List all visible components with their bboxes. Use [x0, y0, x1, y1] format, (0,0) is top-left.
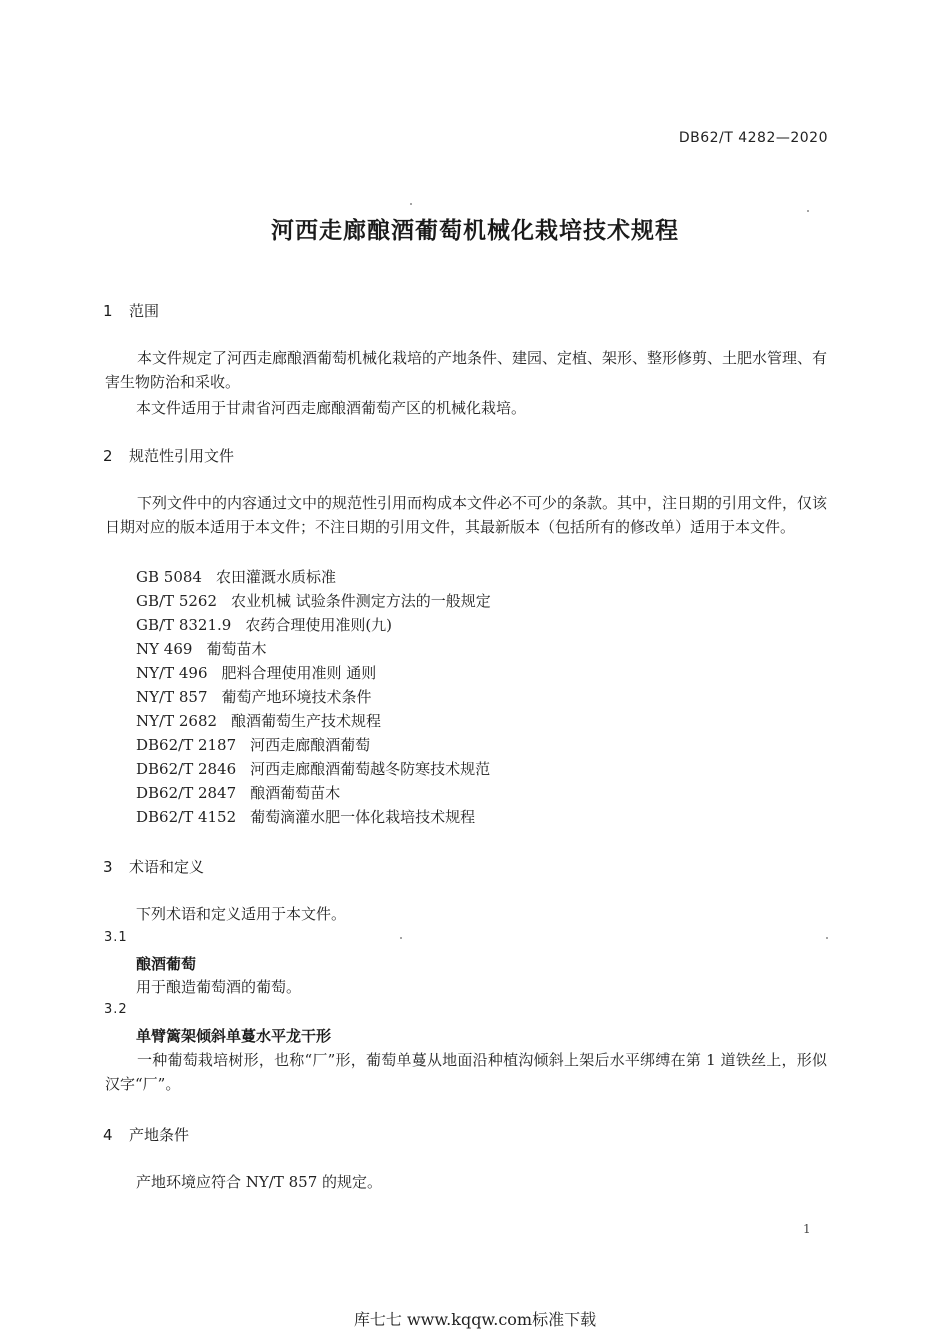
scan-speck [410, 203, 412, 205]
reference-title: 酿酒葡萄生产技术规程 [231, 712, 382, 730]
term-name: 酿酒葡萄 [136, 955, 197, 973]
section-number: 2 [103, 447, 113, 465]
reference-code: NY/T 2682 [136, 712, 218, 730]
reference-code: DB62/T 2187 [136, 736, 237, 754]
reference-title: 河西走廊酿酒葡萄越冬防寒技术规范 [250, 760, 491, 778]
section-4-heading [103, 1124, 189, 1145]
reference-code: NY 469 [136, 640, 193, 658]
origin-condition-text: 产地环境应符合 NY/T 857 的规定。 [136, 1173, 383, 1191]
page-number: 1 [803, 1222, 811, 1236]
section-1-heading [103, 300, 159, 321]
reference-item [136, 710, 381, 731]
scan-speck [807, 210, 809, 212]
reference-code: GB 5084 [136, 568, 202, 586]
section-title: 术语和定义 [129, 858, 205, 876]
section-number: 4 [103, 1126, 113, 1144]
reference-item [136, 686, 372, 707]
term-number: 3.1 [104, 930, 128, 945]
reference-code: GB/T 5262 [136, 592, 218, 610]
term-name: 单臂篱架倾斜单蔓水平龙干形 [136, 1027, 332, 1045]
reference-title: 肥料合理使用准则 通则 [221, 664, 377, 682]
section-2-heading [103, 445, 234, 466]
references-intro: 下列文件中的内容通过文中的规范性引用而构成本文件必不可少的条款。其中，注日期的引用文件，仅该日期对应的版本适用于本文件；不注日期的引用文件，其最新版本（包括所有的修改单）适用于本文件。 [105, 494, 828, 536]
reference-code: NY/T 857 [136, 688, 208, 706]
term-definition: 一种葡萄栽培树形，也称“厂”形，葡萄单蔓从地面沿种植沟倾斜上架后水平绑缚在第 1 道铁丝上，形似汉字“厂”。 [105, 1051, 827, 1093]
reference-item [136, 734, 370, 755]
reference-title: 农田灌溉水质标准 [215, 568, 336, 586]
reference-title: 河西走廊酿酒葡萄 [250, 736, 371, 754]
reference-item [136, 638, 266, 659]
reference-code: DB62/T 2847 [136, 784, 237, 802]
reference-item [136, 614, 392, 635]
section-number: 1 [103, 302, 113, 320]
section-number: 3 [103, 858, 113, 876]
reference-title: 葡萄产地环境技术条件 [221, 688, 372, 706]
terms-intro: 下列术语和定义适用于本文件。 [136, 905, 347, 923]
reference-title: 葡萄苗木 [206, 640, 267, 658]
standard-code: DB62/T 4282—2020 [678, 130, 828, 146]
section-3-heading [103, 856, 204, 877]
footer-watermark: 库七七 www.kqqw.com标准下载 [353, 1310, 597, 1329]
scope-paragraph: 本文件规定了河西走廊酿酒葡萄机械化栽培的产地条件、建园、定植、架形、整形修剪、土肥水管理、有害生物防治和采收。 [105, 349, 828, 391]
reference-item [136, 590, 491, 611]
term-definition: 用于酿造葡萄酒的葡萄。 [136, 978, 302, 996]
section-title: 范围 [129, 302, 160, 320]
section-title: 产地条件 [129, 1126, 190, 1144]
scan-speck [400, 937, 402, 939]
reference-title: 农药合理使用准则(九) [245, 616, 393, 634]
reference-item [136, 806, 475, 827]
reference-item [136, 566, 336, 587]
section-title: 规范性引用文件 [129, 447, 235, 465]
document-title: 河西走廊酿酒葡萄机械化栽培技术规程 [271, 218, 679, 244]
reference-title: 葡萄滴灌水肥一体化栽培技术规程 [250, 808, 476, 826]
scope-applicability: 本文件适用于甘肃省河西走廊酿酒葡萄产区的机械化栽培。 [136, 399, 527, 417]
term-number: 3.2 [104, 1002, 128, 1017]
scan-speck [826, 937, 828, 939]
reference-item [136, 782, 340, 803]
reference-code: DB62/T 2846 [136, 760, 237, 778]
reference-item [136, 662, 376, 683]
reference-code: GB/T 8321.9 [136, 616, 232, 634]
reference-code: NY/T 496 [136, 664, 208, 682]
reference-title: 酿酒葡萄苗木 [250, 784, 341, 802]
reference-item [136, 758, 490, 779]
reference-code: DB62/T 4152 [136, 808, 237, 826]
reference-title: 农业机械 试验条件测定方法的一般规定 [231, 592, 491, 610]
